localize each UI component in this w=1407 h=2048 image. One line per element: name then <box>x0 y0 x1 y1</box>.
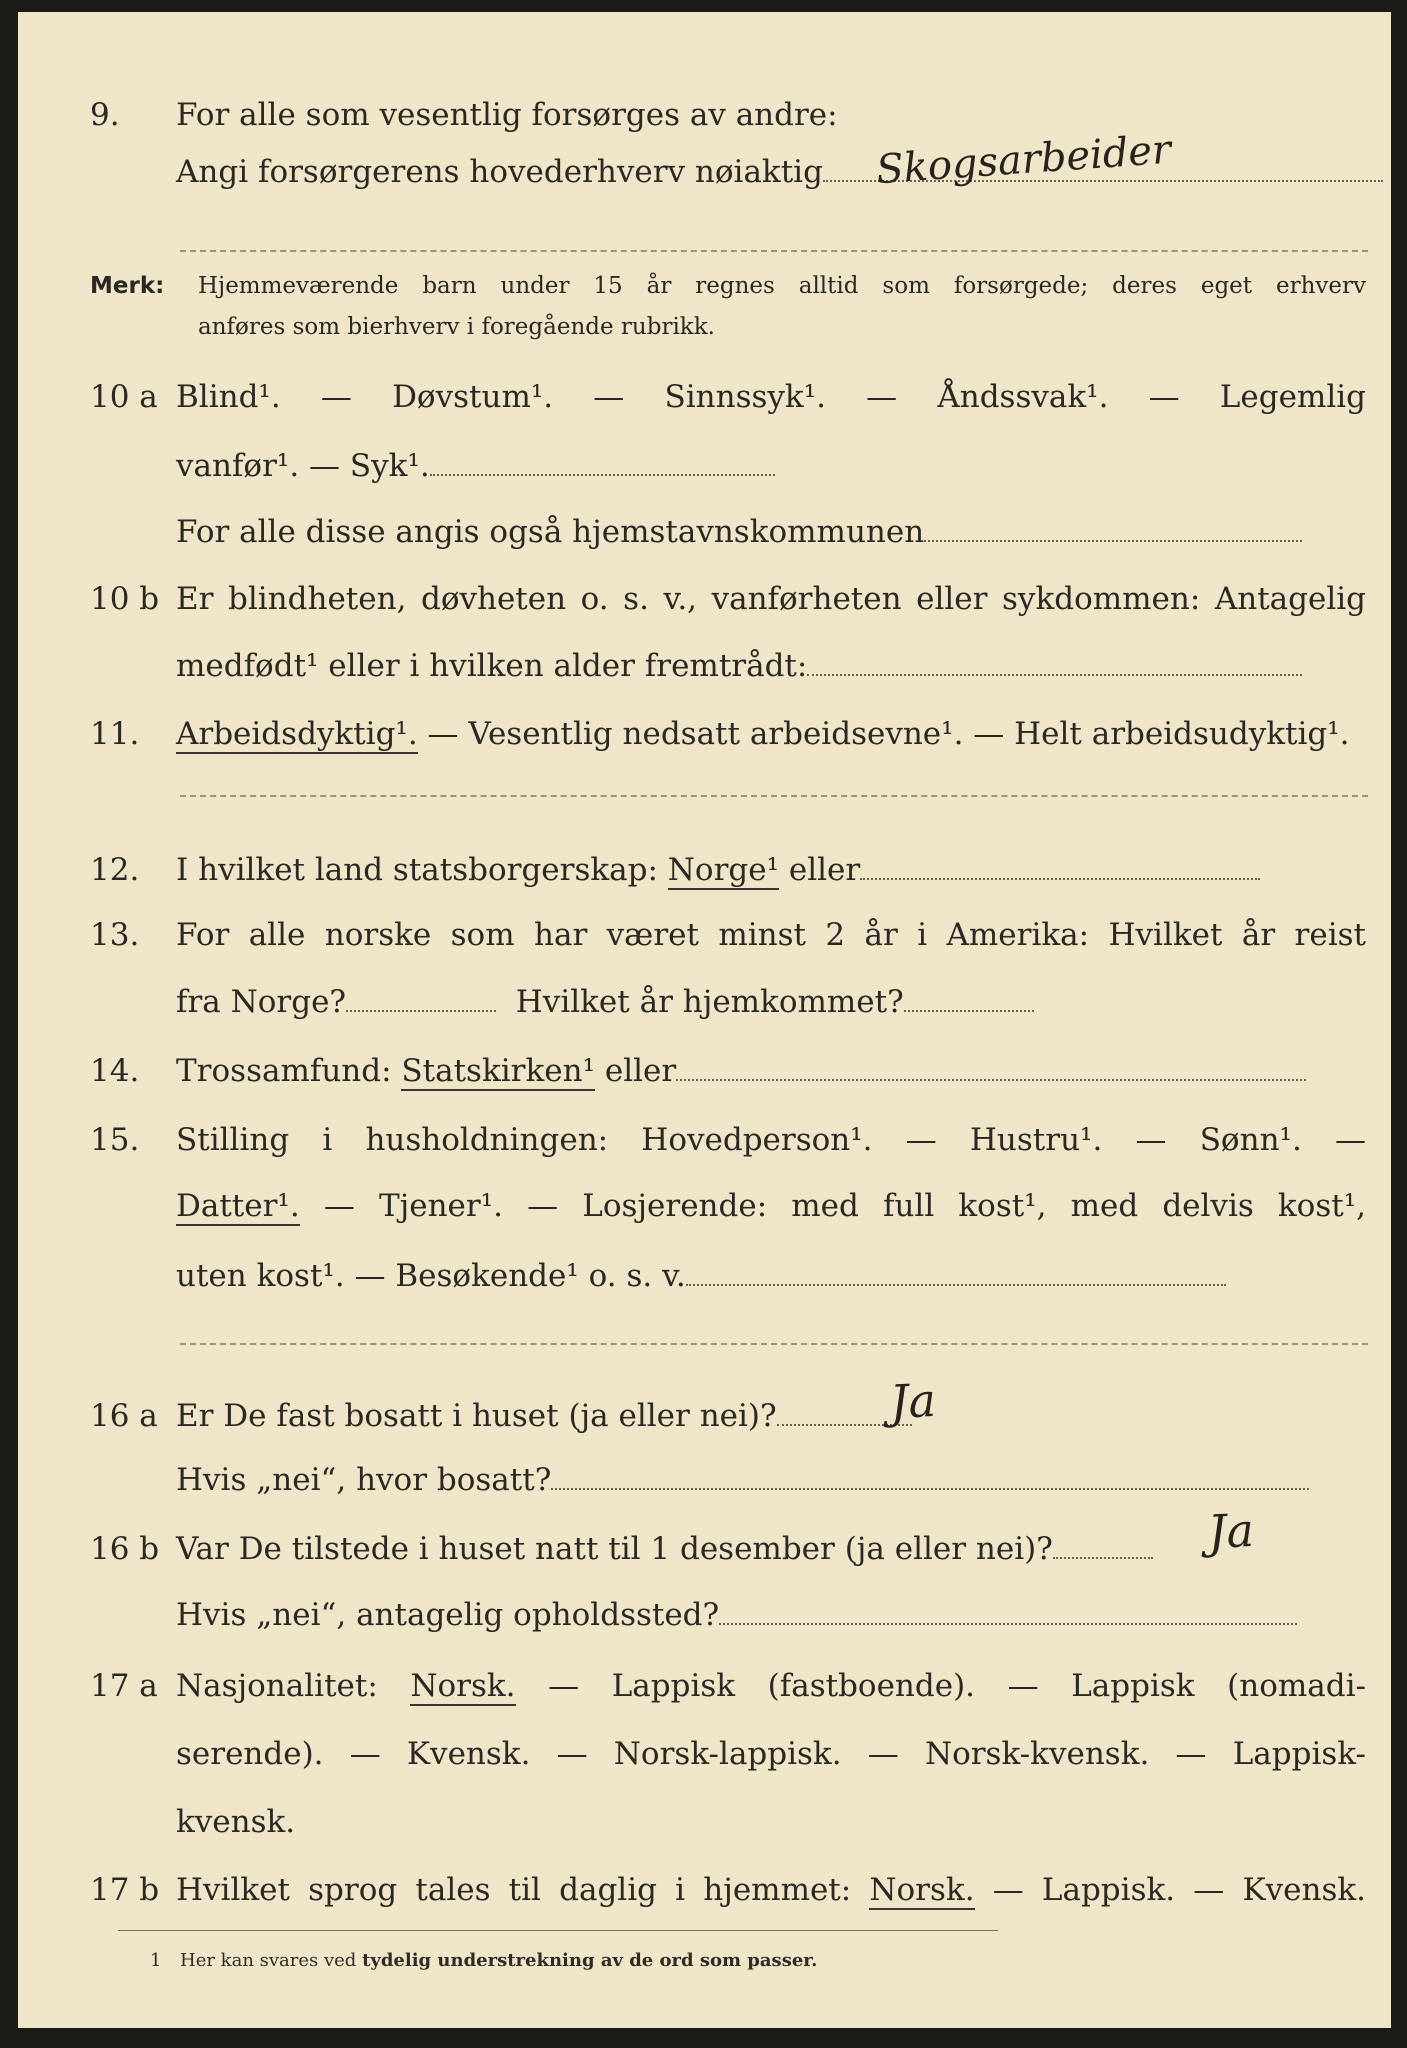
q13-text-2a: fra Norge? <box>176 984 347 1020</box>
q11-extra-line <box>180 795 1368 797</box>
merk-line2 <box>18 305 1391 349</box>
q10a-hometown-line[interactable] <box>924 514 1302 542</box>
q10a-text-2: vanfør¹. — Syk¹. <box>176 448 430 484</box>
q10b-answer-line[interactable] <box>807 648 1302 676</box>
q13-text-2b: Hvilket år hjemkommet? <box>515 984 904 1020</box>
q17b-number: 17 b <box>90 1872 160 1908</box>
q16b-number: 16 b <box>90 1531 160 1567</box>
q15-line1 <box>18 1118 1391 1162</box>
q17b-option-underlined: Norsk. <box>869 1872 975 1908</box>
q16a-number: 16 a <box>90 1398 158 1434</box>
q11-text-rest: — Vesentlig nedsatt arbeidsevne¹. — Helt arbeidsudyktig¹. <box>417 716 1350 752</box>
q17a-text-2: serende). — Kvensk. — Norsk-lappisk. — Norsk-kvensk. — Lappisk- <box>176 1736 1366 1772</box>
q15-line3 <box>18 1254 1391 1298</box>
q11-number: 11. <box>90 716 140 752</box>
q16a-handwritten-answer: Ja <box>888 1372 938 1430</box>
q12-line <box>18 848 1391 892</box>
merk-label: Merk: <box>90 273 165 299</box>
q12-text-post: eller <box>779 852 861 888</box>
q15-answer-line[interactable] <box>686 1258 1226 1286</box>
q16a-line1 <box>18 1394 1391 1438</box>
q16b-line1 <box>18 1527 1391 1571</box>
q12-option-underlined: Norge¹ <box>667 852 780 888</box>
merk-line1 <box>18 264 1391 308</box>
q16b-line2 <box>18 1593 1391 1637</box>
q10b-text-1: Er blindheten, døvheten o. s. v., vanførheten eller sykdommen: Antagelig <box>176 581 1366 617</box>
merk-text-2: anføres som bierhverv i foregående rubrikk. <box>198 314 715 340</box>
q10b-text-2: medfødt¹ eller i hvilken alder fremtrådt: <box>176 648 808 684</box>
q17a-line2 <box>18 1732 1391 1776</box>
q12-answer-line[interactable] <box>860 852 1260 880</box>
q16b-text-1: Var De tilstede i huset natt til 1 desember (ja eller nei)? <box>176 1531 1053 1567</box>
q17a-text-1: — Lappisk (fastboende). — Lappisk (nomadi- <box>515 1668 1366 1704</box>
q17a-text-pre: Nasjonalitet: <box>176 1668 411 1704</box>
q9-handwritten-answer: Skogsarbeider <box>874 126 1173 194</box>
footnote-rule <box>118 1930 998 1931</box>
merk-text-1: Hjemmeværende barn under 15 år regnes alltid som forsørgede; deres eget erhverv <box>198 273 1366 299</box>
q12-number: 12. <box>90 852 140 888</box>
q10a-text-3: For alle disse angis også hjemstavnskommunen <box>176 514 925 550</box>
q14-answer-line[interactable] <box>676 1053 1306 1081</box>
q13-text-1: For alle norske som har været minst 2 år i Amerika: Hvilket år reist <box>176 917 1366 953</box>
q17a-line3 <box>18 1800 1391 1844</box>
q9-number: 9. <box>90 97 120 133</box>
q16a-text-2: Hvis „nei“, hvor bosatt? <box>176 1462 552 1498</box>
q17a-text-3: kvensk. <box>176 1804 296 1840</box>
q17b-text-post: — Lappisk. — Kvensk. <box>974 1872 1366 1908</box>
q9-extra-line <box>180 250 1368 252</box>
q10a-line2 <box>18 444 1391 488</box>
q9-text-1: For alle som vesentlig forsørges av andre: <box>176 97 838 133</box>
q15-text-1: Stilling i husholdningen: Hovedperson¹. — Hustru¹. — Sønn¹. — <box>176 1122 1366 1158</box>
q17a-option-underlined: Norsk. <box>410 1668 516 1704</box>
footnote-text: Her kan svares ved <box>180 1950 363 1971</box>
q15-line2 <box>18 1184 1391 1228</box>
q14-text-pre: Trossamfund: <box>176 1053 402 1089</box>
q12-text-pre: I hvilket land statsborgerskap: <box>176 852 668 888</box>
q17b-text-pre: Hvilket sprog tales til daglig i hjemmet: <box>176 1872 870 1908</box>
q14-option-underlined: Statskirken¹ <box>401 1053 595 1089</box>
q13-line2 <box>18 980 1391 1024</box>
census-form-page <box>18 12 1391 2028</box>
q11-line <box>18 712 1391 756</box>
q10a-answer-line[interactable] <box>430 448 775 476</box>
q16b-handwritten-answer: Ja <box>1206 1502 1256 1560</box>
q9-line2 <box>18 150 1391 194</box>
footnote <box>18 1939 1391 1983</box>
q13-returned-line[interactable] <box>904 984 1034 1012</box>
q13-left-line[interactable] <box>346 984 496 1012</box>
q14-number: 14. <box>90 1053 140 1089</box>
q14-line <box>18 1049 1391 1093</box>
q10a-number: 10 a <box>90 379 158 415</box>
q15-text-2: — Tjener¹. — Losjerende: med full kost¹, med delvis kost¹, <box>299 1188 1366 1224</box>
q10a-line3 <box>18 510 1391 554</box>
q10b-line2 <box>18 644 1391 688</box>
q15-text-3: uten kost¹. — Besøkende¹ o. s. v. <box>176 1258 686 1294</box>
q14-text-post: eller <box>595 1053 677 1089</box>
q16b-answer-line[interactable] <box>1053 1531 1153 1559</box>
footnote-bold-text: tydelig understrekning av de ord som passer. <box>362 1950 818 1971</box>
q10b-line1 <box>18 577 1391 621</box>
q11-option-underlined: Arbeidsdyktig¹. <box>176 716 418 752</box>
q16b-text-2: Hvis „nei“, antagelig opholdssted? <box>176 1597 720 1633</box>
q13-number: 13. <box>90 917 140 953</box>
q13-line1 <box>18 913 1391 957</box>
q16a-text-1: Er De fast bosatt i huset (ja eller nei)? <box>176 1398 777 1434</box>
q10a-line1 <box>18 375 1391 419</box>
q16a-residence-line[interactable] <box>551 1462 1309 1490</box>
q9-line1 <box>18 93 1391 137</box>
q17a-number: 17 a <box>90 1668 158 1704</box>
q10a-text-1: Blind¹. — Døvstum¹. — Sinnssyk¹. — Åndssvak¹. — Legemlig <box>176 379 1366 415</box>
q17b-line <box>18 1868 1391 1912</box>
q10b-number: 10 b <box>90 581 160 617</box>
q15-number: 15. <box>90 1122 140 1158</box>
q16a-line2 <box>18 1458 1391 1502</box>
q15-extra-line <box>180 1343 1368 1345</box>
footnote-mark: 1 <box>150 1950 162 1971</box>
q9-text-2: Angi forsørgerens hovederhverv nøiaktig <box>176 154 823 190</box>
q15-option-underlined: Datter¹. <box>176 1188 300 1224</box>
q17a-line1 <box>18 1664 1391 1708</box>
q16b-location-line[interactable] <box>719 1597 1297 1625</box>
